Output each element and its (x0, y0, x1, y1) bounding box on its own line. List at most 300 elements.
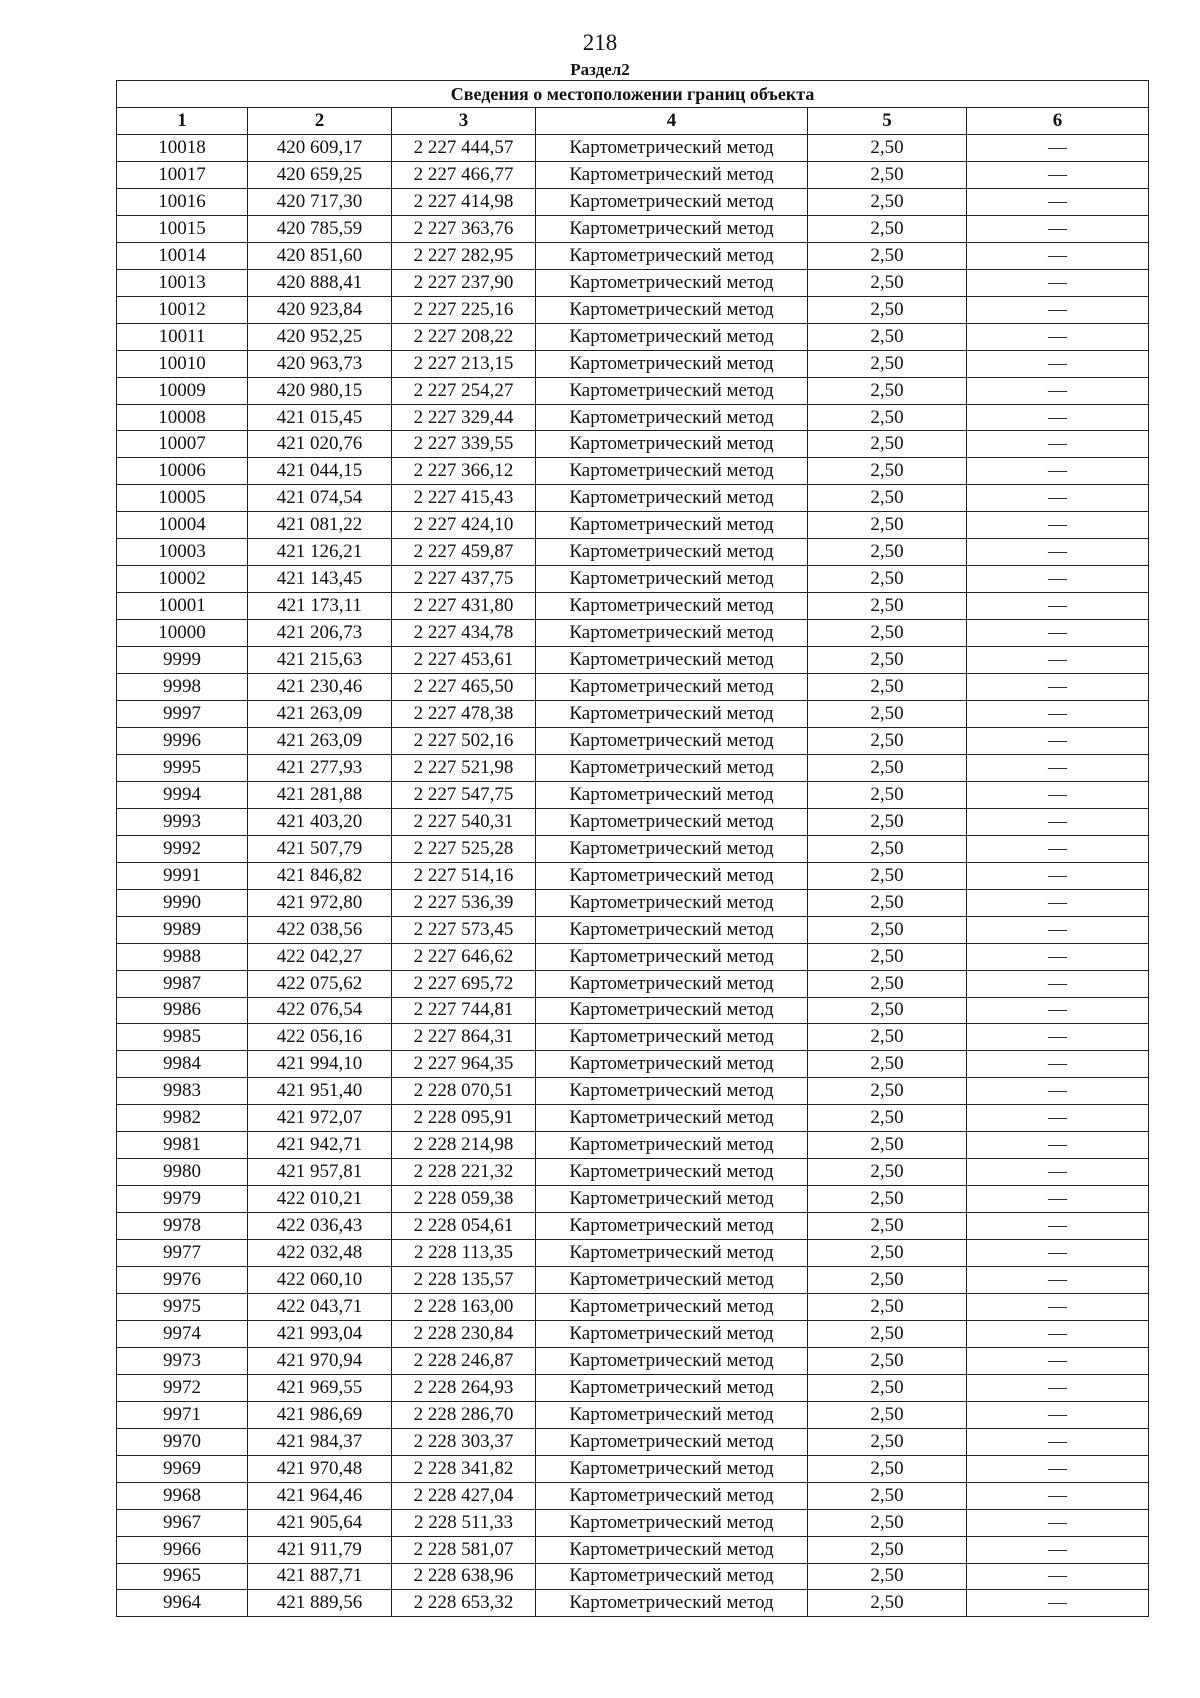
method-cell: Картометрический метод (536, 1590, 808, 1617)
x-coordinate-cell: 421 969,55 (248, 1374, 392, 1401)
y-coordinate-cell: 2 228 221,32 (392, 1159, 536, 1186)
x-coordinate-cell: 421 993,04 (248, 1320, 392, 1347)
accuracy-cell: 2,50 (808, 1293, 967, 1320)
x-coordinate-cell: 420 888,41 (248, 269, 392, 296)
description-cell: — (967, 862, 1149, 889)
table-row (117, 269, 1149, 296)
description-cell: — (967, 943, 1149, 970)
x-coordinate-cell: 421 507,79 (248, 835, 392, 862)
y-coordinate-cell: 2 227 431,80 (392, 593, 536, 620)
point-number-cell: 10013 (117, 269, 248, 296)
y-coordinate-cell: 2 227 237,90 (392, 269, 536, 296)
description-cell: — (967, 161, 1149, 188)
x-coordinate-cell: 421 984,37 (248, 1428, 392, 1455)
y-coordinate-cell: 2 227 213,15 (392, 350, 536, 377)
point-number-cell: 9980 (117, 1159, 248, 1186)
description-cell: — (967, 647, 1149, 674)
x-coordinate-cell: 421 074,54 (248, 485, 392, 512)
table-row (117, 1186, 1149, 1213)
accuracy-cell: 2,50 (808, 1374, 967, 1401)
description-cell: — (967, 1482, 1149, 1509)
method-cell: Картометрический метод (536, 377, 808, 404)
y-coordinate-cell: 2 228 303,37 (392, 1428, 536, 1455)
description-cell: — (967, 1159, 1149, 1186)
accuracy-cell: 2,50 (808, 997, 967, 1024)
method-cell: Картометрический метод (536, 215, 808, 242)
x-coordinate-cell: 421 044,15 (248, 458, 392, 485)
y-coordinate-cell: 2 227 329,44 (392, 404, 536, 431)
description-cell: — (967, 1024, 1149, 1051)
method-cell: Картометрический метод (536, 1374, 808, 1401)
table-row (117, 1428, 1149, 1455)
x-coordinate-cell: 420 609,17 (248, 135, 392, 162)
y-coordinate-cell: 2 228 113,35 (392, 1240, 536, 1267)
y-coordinate-cell: 2 227 282,95 (392, 242, 536, 269)
point-number-cell: 9970 (117, 1428, 248, 1455)
y-coordinate-cell: 2 227 434,78 (392, 620, 536, 647)
accuracy-cell: 2,50 (808, 269, 967, 296)
table-row (117, 1132, 1149, 1159)
method-cell: Картометрический метод (536, 701, 808, 728)
x-coordinate-cell: 421 020,76 (248, 431, 392, 458)
description-cell: — (967, 997, 1149, 1024)
method-cell: Картометрический метод (536, 1401, 808, 1428)
x-coordinate-cell: 421 986,69 (248, 1401, 392, 1428)
table-row (117, 1293, 1149, 1320)
point-number-cell: 9992 (117, 835, 248, 862)
table-row (117, 781, 1149, 808)
y-coordinate-cell: 2 227 646,62 (392, 943, 536, 970)
accuracy-cell: 2,50 (808, 431, 967, 458)
x-coordinate-cell: 421 081,22 (248, 512, 392, 539)
accuracy-cell: 2,50 (808, 404, 967, 431)
description-cell: — (967, 1590, 1149, 1617)
x-coordinate-cell: 420 963,73 (248, 350, 392, 377)
accuracy-cell: 2,50 (808, 1509, 967, 1536)
description-cell: — (967, 269, 1149, 296)
column-header-4: 4 (536, 108, 808, 135)
y-coordinate-cell: 2 227 502,16 (392, 727, 536, 754)
x-coordinate-cell: 421 911,79 (248, 1536, 392, 1563)
method-cell: Картометрический метод (536, 323, 808, 350)
point-number-cell: 9975 (117, 1293, 248, 1320)
point-number-cell: 9968 (117, 1482, 248, 1509)
point-number-cell: 9991 (117, 862, 248, 889)
accuracy-cell: 2,50 (808, 1320, 967, 1347)
y-coordinate-cell: 2 227 414,98 (392, 188, 536, 215)
point-number-cell: 9985 (117, 1024, 248, 1051)
point-number-cell: 9983 (117, 1078, 248, 1105)
table-caption: Сведения о местоположении границ объекта (117, 81, 1149, 108)
description-cell: — (967, 566, 1149, 593)
column-header-6: 6 (967, 108, 1149, 135)
method-cell: Картометрический метод (536, 674, 808, 701)
description-cell: — (967, 1213, 1149, 1240)
table-row (117, 620, 1149, 647)
description-cell: — (967, 215, 1149, 242)
method-cell: Картометрический метод (536, 889, 808, 916)
x-coordinate-cell: 421 206,73 (248, 620, 392, 647)
accuracy-cell: 2,50 (808, 566, 967, 593)
point-number-cell: 9988 (117, 943, 248, 970)
x-coordinate-cell: 421 889,56 (248, 1590, 392, 1617)
table-row (117, 593, 1149, 620)
description-cell: — (967, 674, 1149, 701)
y-coordinate-cell: 2 228 341,82 (392, 1455, 536, 1482)
description-cell: — (967, 539, 1149, 566)
point-number-cell: 10007 (117, 431, 248, 458)
table-row (117, 135, 1149, 162)
table-row (117, 1455, 1149, 1482)
x-coordinate-cell: 420 659,25 (248, 161, 392, 188)
y-coordinate-cell: 2 228 230,84 (392, 1320, 536, 1347)
table-row (117, 1051, 1149, 1078)
x-coordinate-cell: 421 263,09 (248, 727, 392, 754)
y-coordinate-cell: 2 227 366,12 (392, 458, 536, 485)
table-caption-row (117, 81, 1149, 108)
table-row (117, 323, 1149, 350)
description-cell: — (967, 1051, 1149, 1078)
accuracy-cell: 2,50 (808, 1159, 967, 1186)
method-cell: Картометрический метод (536, 485, 808, 512)
table-row (117, 404, 1149, 431)
description-cell: — (967, 296, 1149, 323)
y-coordinate-cell: 2 227 254,27 (392, 377, 536, 404)
method-cell: Картометрический метод (536, 242, 808, 269)
description-cell: — (967, 970, 1149, 997)
accuracy-cell: 2,50 (808, 1240, 967, 1267)
point-number-cell: 9977 (117, 1240, 248, 1267)
x-coordinate-cell: 421 230,46 (248, 674, 392, 701)
description-cell: — (967, 188, 1149, 215)
x-coordinate-cell: 421 277,93 (248, 754, 392, 781)
point-number-cell: 9978 (117, 1213, 248, 1240)
point-number-cell: 10015 (117, 215, 248, 242)
x-coordinate-cell: 421 215,63 (248, 647, 392, 674)
accuracy-cell: 2,50 (808, 916, 967, 943)
point-number-cell: 9976 (117, 1267, 248, 1294)
x-coordinate-cell: 420 923,84 (248, 296, 392, 323)
description-cell: — (967, 404, 1149, 431)
description-cell: — (967, 431, 1149, 458)
description-cell: — (967, 1347, 1149, 1374)
method-cell: Картометрический метод (536, 269, 808, 296)
table-row (117, 377, 1149, 404)
x-coordinate-cell: 422 042,27 (248, 943, 392, 970)
x-coordinate-cell: 421 887,71 (248, 1563, 392, 1590)
point-number-cell: 9969 (117, 1455, 248, 1482)
table-row (117, 1563, 1149, 1590)
y-coordinate-cell: 2 228 427,04 (392, 1482, 536, 1509)
point-number-cell: 10012 (117, 296, 248, 323)
table-row (117, 674, 1149, 701)
table-row (117, 943, 1149, 970)
x-coordinate-cell: 421 964,46 (248, 1482, 392, 1509)
method-cell: Картометрический метод (536, 1536, 808, 1563)
y-coordinate-cell: 2 227 208,22 (392, 323, 536, 350)
method-cell: Картометрический метод (536, 188, 808, 215)
description-cell: — (967, 1078, 1149, 1105)
description-cell: — (967, 1455, 1149, 1482)
accuracy-cell: 2,50 (808, 1482, 967, 1509)
y-coordinate-cell: 2 227 540,31 (392, 808, 536, 835)
y-coordinate-cell: 2 227 573,45 (392, 916, 536, 943)
accuracy-cell: 2,50 (808, 242, 967, 269)
point-number-cell: 10014 (117, 242, 248, 269)
method-cell: Картометрический метод (536, 1455, 808, 1482)
table-row (117, 754, 1149, 781)
y-coordinate-cell: 2 228 638,96 (392, 1563, 536, 1590)
accuracy-cell: 2,50 (808, 1401, 967, 1428)
accuracy-cell: 2,50 (808, 620, 967, 647)
accuracy-cell: 2,50 (808, 1455, 967, 1482)
method-cell: Картометрический метод (536, 1563, 808, 1590)
point-number-cell: 10009 (117, 377, 248, 404)
point-number-cell: 9972 (117, 1374, 248, 1401)
table-row (117, 862, 1149, 889)
table-row (117, 1401, 1149, 1428)
accuracy-cell: 2,50 (808, 215, 967, 242)
table-row (117, 1159, 1149, 1186)
point-number-cell: 10005 (117, 485, 248, 512)
description-cell: — (967, 1401, 1149, 1428)
method-cell: Картометрический метод (536, 647, 808, 674)
table-row (117, 1590, 1149, 1617)
accuracy-cell: 2,50 (808, 135, 967, 162)
x-coordinate-cell: 422 075,62 (248, 970, 392, 997)
x-coordinate-cell: 421 263,09 (248, 701, 392, 728)
x-coordinate-cell: 420 851,60 (248, 242, 392, 269)
table-row (117, 1078, 1149, 1105)
accuracy-cell: 2,50 (808, 1267, 967, 1294)
x-coordinate-cell: 421 015,45 (248, 404, 392, 431)
x-coordinate-cell: 421 281,88 (248, 781, 392, 808)
point-number-cell: 10003 (117, 539, 248, 566)
description-cell: — (967, 350, 1149, 377)
accuracy-cell: 2,50 (808, 1563, 967, 1590)
accuracy-cell: 2,50 (808, 1051, 967, 1078)
point-number-cell: 9997 (117, 701, 248, 728)
accuracy-cell: 2,50 (808, 970, 967, 997)
table-row (117, 296, 1149, 323)
point-number-cell: 9982 (117, 1105, 248, 1132)
accuracy-cell: 2,50 (808, 862, 967, 889)
method-cell: Картометрический метод (536, 1509, 808, 1536)
table-row (117, 727, 1149, 754)
x-coordinate-cell: 422 060,10 (248, 1267, 392, 1294)
x-coordinate-cell: 420 952,25 (248, 323, 392, 350)
point-number-cell: 10008 (117, 404, 248, 431)
description-cell: — (967, 835, 1149, 862)
table-row (117, 458, 1149, 485)
point-number-cell: 9965 (117, 1563, 248, 1590)
table-row (117, 1536, 1149, 1563)
method-cell: Картометрический метод (536, 862, 808, 889)
description-cell: — (967, 1267, 1149, 1294)
x-coordinate-cell: 422 038,56 (248, 916, 392, 943)
table-row (117, 1482, 1149, 1509)
y-coordinate-cell: 2 227 695,72 (392, 970, 536, 997)
accuracy-cell: 2,50 (808, 1213, 967, 1240)
table-row (117, 485, 1149, 512)
method-cell: Картометрический метод (536, 835, 808, 862)
point-number-cell: 9989 (117, 916, 248, 943)
method-cell: Картометрический метод (536, 566, 808, 593)
y-coordinate-cell: 2 228 095,91 (392, 1105, 536, 1132)
accuracy-cell: 2,50 (808, 512, 967, 539)
accuracy-cell: 2,50 (808, 754, 967, 781)
x-coordinate-cell: 421 970,48 (248, 1455, 392, 1482)
y-coordinate-cell: 2 227 444,57 (392, 135, 536, 162)
point-number-cell: 9974 (117, 1320, 248, 1347)
x-coordinate-cell: 421 942,71 (248, 1132, 392, 1159)
accuracy-cell: 2,50 (808, 188, 967, 215)
y-coordinate-cell: 2 227 466,77 (392, 161, 536, 188)
table-row (117, 512, 1149, 539)
accuracy-cell: 2,50 (808, 161, 967, 188)
description-cell: — (967, 485, 1149, 512)
accuracy-cell: 2,50 (808, 1078, 967, 1105)
method-cell: Картометрический метод (536, 1482, 808, 1509)
accuracy-cell: 2,50 (808, 1186, 967, 1213)
point-number-cell: 9996 (117, 727, 248, 754)
y-coordinate-cell: 2 227 744,81 (392, 997, 536, 1024)
table-row (117, 161, 1149, 188)
method-cell: Картометрический метод (536, 997, 808, 1024)
accuracy-cell: 2,50 (808, 1132, 967, 1159)
x-coordinate-cell: 422 043,71 (248, 1293, 392, 1320)
accuracy-cell: 2,50 (808, 1024, 967, 1051)
method-cell: Картометрический метод (536, 458, 808, 485)
method-cell: Картометрический метод (536, 808, 808, 835)
point-number-cell: 10011 (117, 323, 248, 350)
point-number-cell: 10018 (117, 135, 248, 162)
point-number-cell: 10000 (117, 620, 248, 647)
point-number-cell: 10016 (117, 188, 248, 215)
y-coordinate-cell: 2 227 514,16 (392, 862, 536, 889)
accuracy-cell: 2,50 (808, 943, 967, 970)
description-cell: — (967, 620, 1149, 647)
description-cell: — (967, 1428, 1149, 1455)
method-cell: Картометрический метод (536, 1186, 808, 1213)
y-coordinate-cell: 2 227 547,75 (392, 781, 536, 808)
accuracy-cell: 2,50 (808, 539, 967, 566)
x-coordinate-cell: 421 143,45 (248, 566, 392, 593)
point-number-cell: 10017 (117, 161, 248, 188)
table-row (117, 350, 1149, 377)
y-coordinate-cell: 2 228 653,32 (392, 1590, 536, 1617)
table-row (117, 566, 1149, 593)
method-cell: Картометрический метод (536, 1347, 808, 1374)
x-coordinate-cell: 422 056,16 (248, 1024, 392, 1051)
description-cell: — (967, 1132, 1149, 1159)
table-row (117, 701, 1149, 728)
description-cell: — (967, 781, 1149, 808)
method-cell: Картометрический метод (536, 512, 808, 539)
y-coordinate-cell: 2 228 246,87 (392, 1347, 536, 1374)
table-body (117, 135, 1149, 1617)
y-coordinate-cell: 2 228 070,51 (392, 1078, 536, 1105)
point-number-cell: 9981 (117, 1132, 248, 1159)
y-coordinate-cell: 2 227 964,35 (392, 1051, 536, 1078)
accuracy-cell: 2,50 (808, 1347, 967, 1374)
table-row (117, 1267, 1149, 1294)
method-cell: Картометрический метод (536, 1024, 808, 1051)
x-coordinate-cell: 421 126,21 (248, 539, 392, 566)
accuracy-cell: 2,50 (808, 835, 967, 862)
point-number-cell: 10004 (117, 512, 248, 539)
point-number-cell: 10010 (117, 350, 248, 377)
y-coordinate-cell: 2 228 163,00 (392, 1293, 536, 1320)
x-coordinate-cell: 421 846,82 (248, 862, 392, 889)
method-cell: Картометрический метод (536, 431, 808, 458)
x-coordinate-cell: 422 010,21 (248, 1186, 392, 1213)
column-header-5: 5 (808, 108, 967, 135)
x-coordinate-cell: 422 036,43 (248, 1213, 392, 1240)
point-number-cell: 9967 (117, 1509, 248, 1536)
point-number-cell: 9984 (117, 1051, 248, 1078)
y-coordinate-cell: 2 227 864,31 (392, 1024, 536, 1051)
description-cell: — (967, 1105, 1149, 1132)
accuracy-cell: 2,50 (808, 674, 967, 701)
x-coordinate-cell: 421 972,80 (248, 889, 392, 916)
method-cell: Картометрический метод (536, 404, 808, 431)
accuracy-cell: 2,50 (808, 1536, 967, 1563)
method-cell: Картометрический метод (536, 350, 808, 377)
y-coordinate-cell: 2 227 437,75 (392, 566, 536, 593)
accuracy-cell: 2,50 (808, 377, 967, 404)
table-row (117, 647, 1149, 674)
table-row (117, 215, 1149, 242)
x-coordinate-cell: 421 970,94 (248, 1347, 392, 1374)
x-coordinate-cell: 421 972,07 (248, 1105, 392, 1132)
y-coordinate-cell: 2 227 478,38 (392, 701, 536, 728)
description-cell: — (967, 458, 1149, 485)
x-coordinate-cell: 421 173,11 (248, 593, 392, 620)
method-cell: Картометрический метод (536, 1320, 808, 1347)
x-coordinate-cell: 421 951,40 (248, 1078, 392, 1105)
description-cell: — (967, 1374, 1149, 1401)
point-number-cell: 9990 (117, 889, 248, 916)
method-cell: Картометрический метод (536, 727, 808, 754)
y-coordinate-cell: 2 227 225,16 (392, 296, 536, 323)
x-coordinate-cell: 420 717,30 (248, 188, 392, 215)
description-cell: — (967, 1536, 1149, 1563)
x-coordinate-cell: 421 994,10 (248, 1051, 392, 1078)
description-cell: — (967, 754, 1149, 781)
y-coordinate-cell: 2 228 059,38 (392, 1186, 536, 1213)
table-row (117, 1374, 1149, 1401)
coordinates-table (116, 80, 1149, 1617)
accuracy-cell: 2,50 (808, 350, 967, 377)
accuracy-cell: 2,50 (808, 808, 967, 835)
method-cell: Картометрический метод (536, 161, 808, 188)
point-number-cell: 9966 (117, 1536, 248, 1563)
point-number-cell: 9986 (117, 997, 248, 1024)
point-number-cell: 10002 (117, 566, 248, 593)
table-row (117, 242, 1149, 269)
method-cell: Картометрический метод (536, 943, 808, 970)
y-coordinate-cell: 2 228 054,61 (392, 1213, 536, 1240)
method-cell: Картометрический метод (536, 1132, 808, 1159)
accuracy-cell: 2,50 (808, 1590, 967, 1617)
table-row (117, 1320, 1149, 1347)
method-cell: Картометрический метод (536, 135, 808, 162)
method-cell: Картометрический метод (536, 296, 808, 323)
table-row (117, 188, 1149, 215)
column-header-2: 2 (248, 108, 392, 135)
table-header-row (117, 108, 1149, 135)
